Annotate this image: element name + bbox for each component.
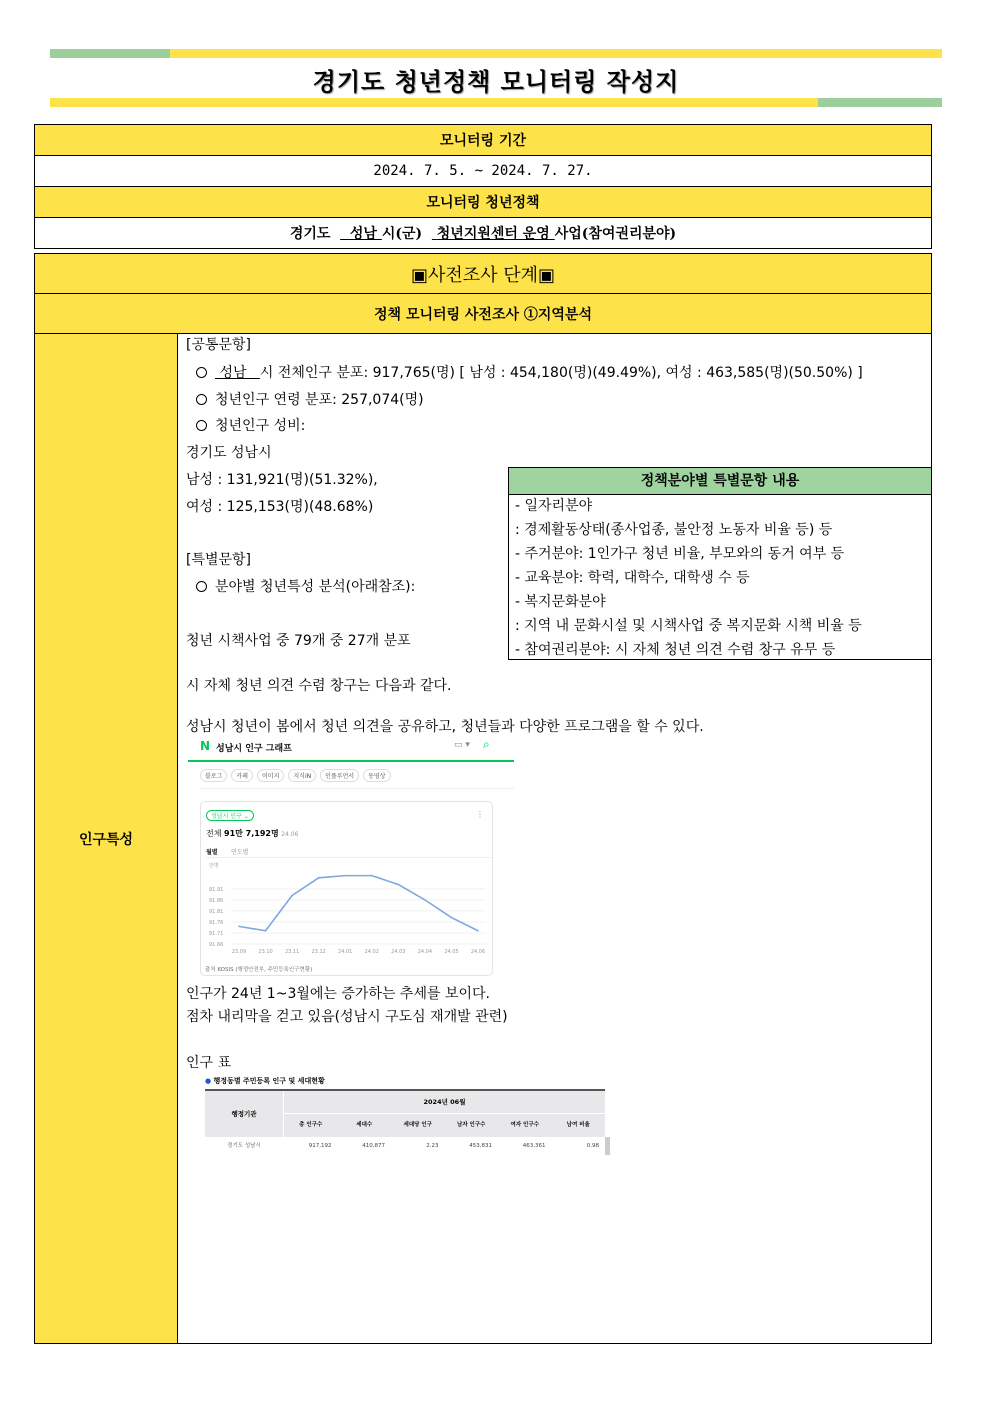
policy-name: 청년지원센터 운영: [436, 226, 550, 242]
check-circle-icon: ●: [205, 1077, 212, 1085]
special-header: [특별문항]: [186, 552, 252, 568]
special-box-item: - 복지문화분야: [515, 594, 606, 610]
period-label: 모니터링 기간: [35, 125, 932, 156]
chart-ytick-label: 91.66: [209, 942, 224, 948]
page-title: 경기도 청년정책 모니터링 작성지: [312, 68, 680, 96]
monitoring-info-table: [34, 124, 932, 249]
row-label-population: 인구특성: [35, 334, 178, 1344]
chart-point: [477, 930, 479, 932]
pop-table-row-header: 행정기관: [205, 1091, 283, 1137]
search-query[interactable]: 성남시 인구 그래프: [216, 744, 292, 754]
chart-xtick-label: 23.11: [284, 949, 300, 955]
chart-xtick-label: 23.12: [311, 949, 326, 955]
chart-ytick-label: 91.71: [209, 930, 224, 937]
pop-table-column-header: 여자 인구수: [510, 1122, 539, 1128]
female-ratio: 여성 : 125,153(명)(48.68%): [186, 499, 374, 515]
chart-xtick-label: 24.05: [444, 949, 459, 955]
stage-subtitle: 정책 모니터링 사전조사 ①지역분석: [35, 294, 932, 334]
header-bar-green-bottom: [818, 98, 942, 107]
common-header: [공통문항]: [186, 337, 252, 353]
pop-total: 시 전체인구 분포: 917,765(명) [ 남성 : 454,180(명)(49.49%), 여성 : 463,585(명)(50.50%) ]: [259, 365, 863, 381]
chart-xtick-label: 24.04: [417, 949, 433, 955]
youth-age-line: 청년인구 연령 분포: 257,074(명): [196, 389, 424, 409]
pop-table-column-header: 세대수: [356, 1122, 373, 1128]
pop-table-cell: 917,192: [308, 1143, 332, 1149]
pop-table-column-header: 남자 인구수: [457, 1122, 486, 1128]
special-box-item: : 지역 내 문화시설 및 시책사업 중 복지문화 시책 비율 등: [515, 618, 862, 634]
chart-card: [200, 801, 493, 976]
chart-ytick-label: 91.86: [209, 897, 224, 904]
male-ratio: 남성 : 131,921(명)(51.32%),: [186, 472, 378, 488]
bullet-circle-icon: [196, 420, 207, 431]
chart-xtick-label: 24.01: [338, 949, 353, 955]
policy-value: [35, 218, 932, 249]
table-caption: 인구 표: [186, 1055, 232, 1071]
pop-table-cell: 463,361: [522, 1143, 546, 1149]
pop-table-columns: [284, 1114, 605, 1137]
search-tab[interactable]: 지식iN: [288, 769, 316, 782]
policy-city-suffix: 시(군): [381, 226, 423, 242]
pop-table-cell: 410,877: [362, 1143, 385, 1149]
chart-point: [291, 895, 293, 897]
bullet-circle-icon: [196, 581, 207, 592]
total-population-line: [196, 362, 863, 382]
region-chip[interactable]: 성남시 인구 ⌄: [206, 810, 254, 821]
search-underline: [188, 760, 514, 762]
chart-point: [318, 877, 320, 879]
chart-xtick-label: 24.03: [391, 949, 406, 955]
region-name: 경기도 성남시: [186, 445, 272, 461]
pop-city: 성남: [219, 365, 247, 381]
scrollbar[interactable]: [605, 1137, 610, 1155]
search-tab[interactable]: 이미지: [257, 769, 284, 782]
search-tabs: [200, 769, 391, 782]
channel-desc-line: 성남시 청년이 봄에서 청년 의견을 공유하고, 청년들과 다양한 프로그램을 할 수 있다.: [186, 719, 704, 735]
special-item-line: 분야별 청년특성 분석(아래참조):: [196, 576, 415, 596]
search-screenshot: [188, 736, 514, 978]
bullet-circle-icon: [196, 394, 207, 405]
special-box-item: - 교육분야: 학력, 대학수, 대학생 수 등: [515, 570, 750, 586]
policy-city: 성남: [349, 226, 377, 242]
pop-table-title: ● 행정동별 주민등록 인구 및 세대현황: [205, 1077, 325, 1085]
special-box-item: - 주거분야: 1인가구 청년 비율, 부모와의 동거 여부 등: [515, 546, 845, 562]
trend-line-1: 인구가 24년 1~3월에는 증가하는 추세를 보이다.: [186, 986, 490, 1002]
chart-point: [238, 926, 240, 928]
chart-ytick-label: 91.81: [209, 908, 224, 915]
special-box-header: 정책분야별 특별문항 내용: [509, 468, 931, 495]
tab-monthly[interactable]: 월별: [206, 849, 218, 856]
chart-point: [424, 899, 426, 901]
chart-series-line: [239, 876, 478, 931]
search-tab[interactable]: 인플루언서: [320, 769, 359, 782]
search-tab[interactable]: 동영상: [363, 769, 390, 782]
total-population-summary: 전체 91만 7,192명 24.06: [206, 829, 299, 838]
pop-table-column-header: 총 인구수: [299, 1122, 323, 1128]
bullet-circle-icon: [196, 367, 207, 378]
special-box-item: - 일자리분야: [515, 498, 593, 514]
divider: [200, 788, 514, 789]
pop-table-row-name: 경기도 성남시: [227, 1143, 261, 1149]
naver-logo-icon: N: [200, 739, 211, 753]
trend-line-2: 점차 내리막을 걷고 있음(성남시 구도심 재개발 관련): [186, 1009, 508, 1025]
stage-title: ▣사전조사 단계▣: [35, 254, 932, 294]
chart-source: 출처 KOSIS (행정안전부, 주민등록인구현황): [205, 967, 313, 973]
population-line-chart: [201, 859, 494, 974]
more-icon[interactable]: ⋮: [476, 810, 484, 819]
population-table-screenshot: [205, 1075, 611, 1157]
chart-unit-label: 만명: [209, 863, 219, 869]
youth-ratio-line: 청년인구 성비:: [196, 415, 305, 435]
chart-ytick-label: 91.91: [209, 886, 224, 893]
period-value: 2024. 7. 5. ~ 2024. 7. 27.: [35, 156, 932, 187]
chart-xtick-label: 23.09: [231, 949, 247, 955]
projects-line: 청년 시책사업 중 79개 중 27개 분포: [186, 633, 411, 649]
pop-table-row: [284, 1137, 605, 1155]
pop-table-cell: 2.23: [426, 1143, 439, 1149]
policy-prefix: 경기도: [289, 226, 331, 242]
special-items-box: [508, 467, 932, 660]
pop-table-cell: 0.98: [586, 1143, 599, 1149]
header-bar-yellow-bottom: [50, 98, 818, 107]
chart-xtick-label: 24.02: [364, 949, 379, 955]
chart-point: [371, 875, 373, 877]
chart-xtick-label: 23.10: [258, 949, 273, 955]
policy-label: 모니터링 청년정책: [35, 187, 932, 218]
channel-line: 시 자체 청년 의견 수렴 창구는 다음과 같다.: [186, 678, 452, 694]
special-box-item: - 참여권리분야: 시 자체 청년 의견 수렴 창구 유무 등: [515, 642, 836, 658]
pop-table-column-header: 세대당 인구: [403, 1122, 432, 1128]
divider: [206, 857, 492, 858]
search-tab[interactable]: 블로그: [200, 769, 227, 782]
header-bar-green-top: [50, 49, 170, 58]
chart-point: [344, 875, 346, 877]
chart-point: [451, 917, 453, 919]
tab-yearly[interactable]: 연도별: [231, 849, 249, 856]
chart-xtick-label: 24.06: [470, 949, 486, 955]
policy-suffix: 사업(참여권리분야): [554, 226, 677, 242]
header-bar-yellow-top: [170, 49, 942, 58]
pop-table-column-header: 남여 비율: [566, 1122, 590, 1128]
pop-table-cell: 453,831: [469, 1143, 492, 1149]
keyboard-icon[interactable]: ▭ ▾: [454, 740, 470, 750]
chart-point: [265, 930, 267, 932]
pop-table-period: 2024년 06월: [284, 1091, 605, 1113]
chart-ytick-label: 91.76: [209, 919, 224, 926]
search-tab[interactable]: 카페: [231, 769, 253, 782]
search-icon[interactable]: ⌕: [483, 737, 490, 751]
special-box-item: : 경제활동상태(종사업종, 불안정 노동자 비율 등) 등: [515, 522, 833, 538]
chart-point: [398, 884, 400, 886]
